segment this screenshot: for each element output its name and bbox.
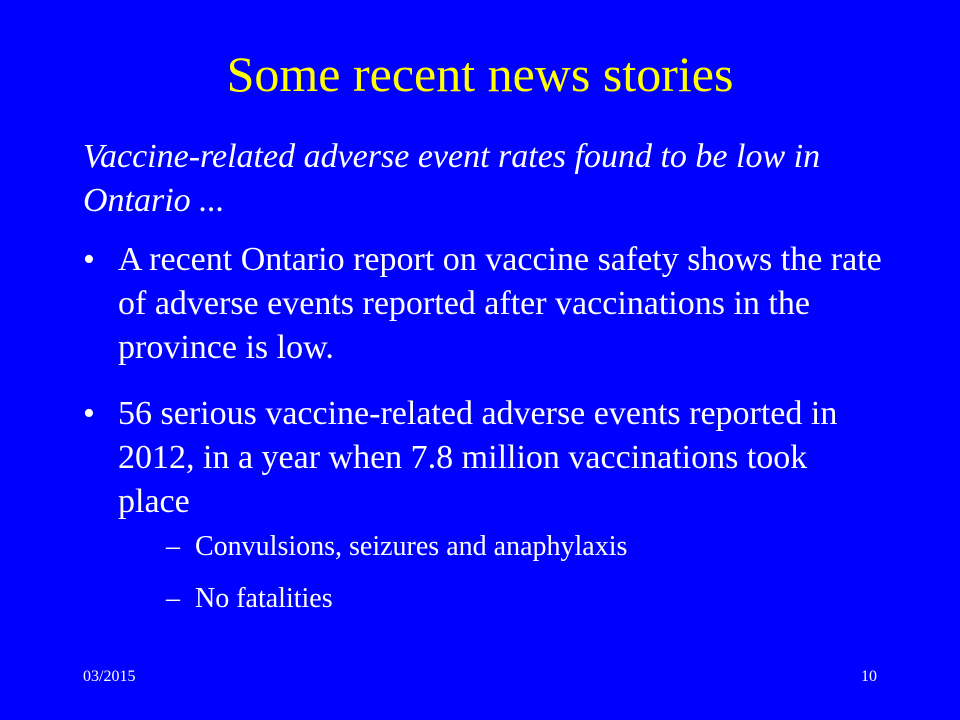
bullet-marker: • [83,241,95,278]
slide-subtitle: Vaccine-related adverse event rates found to be low in Ontario ... [83,138,821,219]
sub-bullet-marker: – [166,583,180,614]
bullet-item [83,238,883,370]
sub-bullet-text: Convulsions, seizures and anaphylaxis [195,531,628,562]
bullet-marker: • [83,395,95,432]
bullet-text: 56 serious vaccine-related adverse events reported in 2012, in a year when 7.8 million vaccinations took place [118,395,838,520]
bullet-list [83,238,883,638]
sub-bullet-item [118,530,883,564]
sub-bullet-item [118,582,883,616]
sub-bullet-text: No fatalities [195,583,333,614]
slide-title: Some recent news stories [226,46,734,102]
footer-date: 03/2015 [83,668,136,685]
bullet-text: A recent Ontario report on vaccine safety shows the rate of adverse events reported after vaccinations in the province is low. [118,241,882,366]
page-number: 10 [861,668,877,685]
sub-bullet-marker: – [166,531,180,562]
bullet-item [83,392,883,616]
